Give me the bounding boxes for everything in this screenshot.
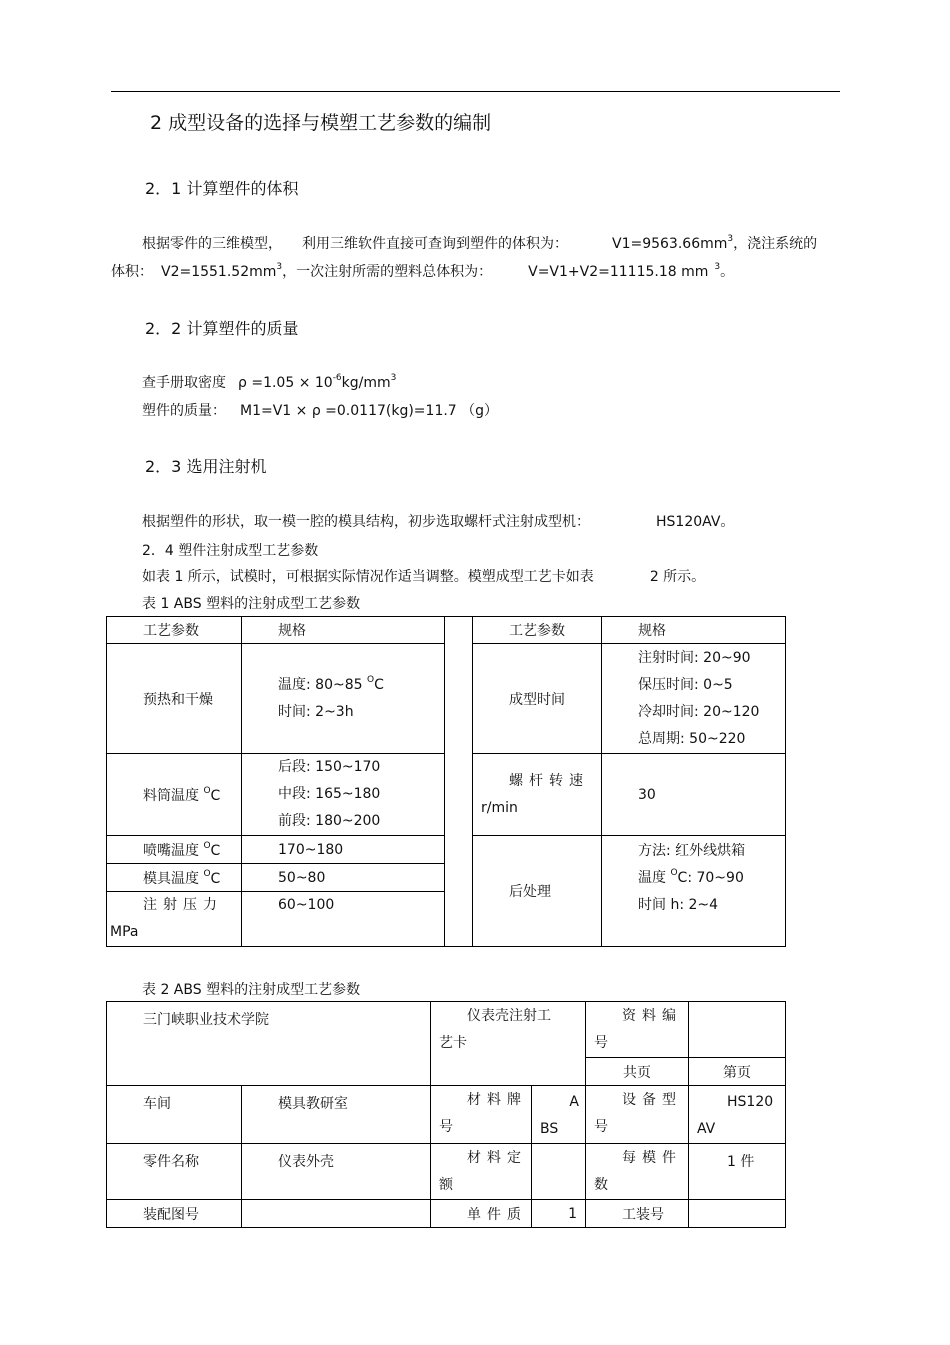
t1-mold-temp-label: 模具温度 $^O$C [107, 864, 242, 892]
t2-school: 三门峡职业技术学院 [107, 1002, 431, 1086]
t1-header-spec: 规格 [242, 617, 445, 644]
t2-per-mold-label: 每模件 数 [586, 1144, 689, 1200]
t2-mat-quota-value [532, 1144, 586, 1200]
para-volume-line1: 根据零件的三维模型， 利用三维软件直接可查询到塑件的体积为： $V1=9563.66mm^3$，浇注系统的 [142, 234, 818, 252]
t2-part-name-value: 仪表外壳 [242, 1144, 431, 1200]
t2-unit-mass-value: 1 [532, 1200, 586, 1228]
t1-mold-time-value: 注射时间: 20~90 保压时间: 0~5 冷却时间: 20~120 总周期: 50~220 [602, 644, 786, 754]
t2-assy-no-value [242, 1200, 431, 1228]
t1-header-param: 工艺参数 [107, 617, 242, 644]
section-2-1-title: 2．1 计算塑件的体积 [145, 179, 299, 198]
t1-divider-column [445, 617, 473, 947]
t1-screw-speed-label: 螺杆转速 r/min [473, 754, 602, 836]
t1-mold-temp-value: 50~80 [242, 864, 445, 892]
t2-mat-grade-value: A BS [532, 1086, 586, 1144]
table1-caption: 表 1 ABS 塑料的注射成型工艺参数 [142, 596, 361, 612]
t2-doc-no-value [689, 1002, 786, 1058]
t2-total-pages: 共页 [586, 1058, 689, 1086]
t2-mat-grade-label: 材料牌 号 [431, 1086, 532, 1144]
section-2-3-title: 2．3 选用注射机 [145, 457, 267, 476]
t2-card-title: 仪表壳注射工 艺卡 [431, 1002, 586, 1086]
table1 [106, 616, 786, 947]
t2-per-mold-value: 1 件 [689, 1144, 786, 1200]
t1-nozzle-temp-label: 喷嘴温度 $^O$C [107, 836, 242, 864]
t1-header-param-right: 工艺参数 [473, 617, 602, 644]
section-2-2-title: 2．2 计算塑件的质量 [145, 319, 299, 338]
t2-equip-label: 设备型 号 [586, 1086, 689, 1144]
para-density: 查手册取密度 $\rho =1.05 \times 10^{-6}kg/mm^3$ [142, 373, 397, 391]
para-volume-line2: 体积： $V2=1551.52mm^3$，一次注射所需的塑料总体积为： V=V1+V2=11115.18 mm $^3$。 [111, 262, 735, 280]
t1-preheat-label: 预热和干燥 [107, 644, 242, 754]
t2-workshop-label: 车间 [107, 1086, 242, 1144]
t1-barrel-temp-value: 后段: 150~170 中段: 165~180 前段: 180~200 [242, 754, 445, 836]
t2-part-name-label: 零件名称 [107, 1144, 242, 1200]
t1-preheat-value: 温度: 80~85 $^O$C 时间: 2~3h [242, 644, 445, 754]
t1-screw-speed-value: 30 [602, 754, 786, 836]
t1-post-value: 方法: 红外线烘箱 温度 $^O$C: 70~90 时间 h: 2~4 [602, 836, 786, 947]
t2-page-no: 第页 [689, 1058, 786, 1086]
t2-workshop-value: 模具教研室 [242, 1086, 431, 1144]
t1-inj-press-label: 注射压力 MPa [107, 892, 242, 947]
t2-unit-mass-label: 单件质 [431, 1200, 532, 1228]
t1-nozzle-temp-value: 170~180 [242, 836, 445, 864]
t1-mold-time-label: 成型时间 [473, 644, 602, 754]
t2-tool-no-value [689, 1200, 786, 1228]
t2-tool-no-label: 工装号 [586, 1200, 689, 1228]
para-adjust: 如表 1 所示，试模时，可根据实际情况作适当调整。模塑成型工艺卡如表 2 所示。 [142, 569, 706, 585]
t1-barrel-temp-label: 料筒温度 $^O$C [107, 754, 242, 836]
header-rule [111, 91, 840, 92]
t1-post-label: 后处理 [473, 836, 602, 947]
table2 [106, 1001, 786, 1228]
t2-mat-quota-label: 材料定 额 [431, 1144, 532, 1200]
t2-doc-no-label: 资料编 号 [586, 1002, 689, 1058]
para-mass: 塑件的质量： M1=V1 × ρ =0.0117(kg)=11.7 （g） [142, 403, 499, 419]
t2-equip-value: HS120 AV [689, 1086, 786, 1144]
t1-header-spec-right: 规格 [602, 617, 786, 644]
main-heading: 2 成型设备的选择与模塑工艺参数的编制 [150, 112, 492, 134]
t2-assy-no-label: 装配图号 [107, 1200, 242, 1228]
section-2-4-title: 2．4 塑件注射成型工艺参数 [142, 543, 319, 559]
para-machine: 根据塑件的形状，取一模一腔的模具结构，初步选取螺杆式注射成型机： HS120AV。 [142, 514, 735, 530]
t1-inj-press-value: 60~100 [242, 892, 445, 947]
table2-caption: 表 2 ABS 塑料的注射成型工艺参数 [142, 982, 361, 998]
